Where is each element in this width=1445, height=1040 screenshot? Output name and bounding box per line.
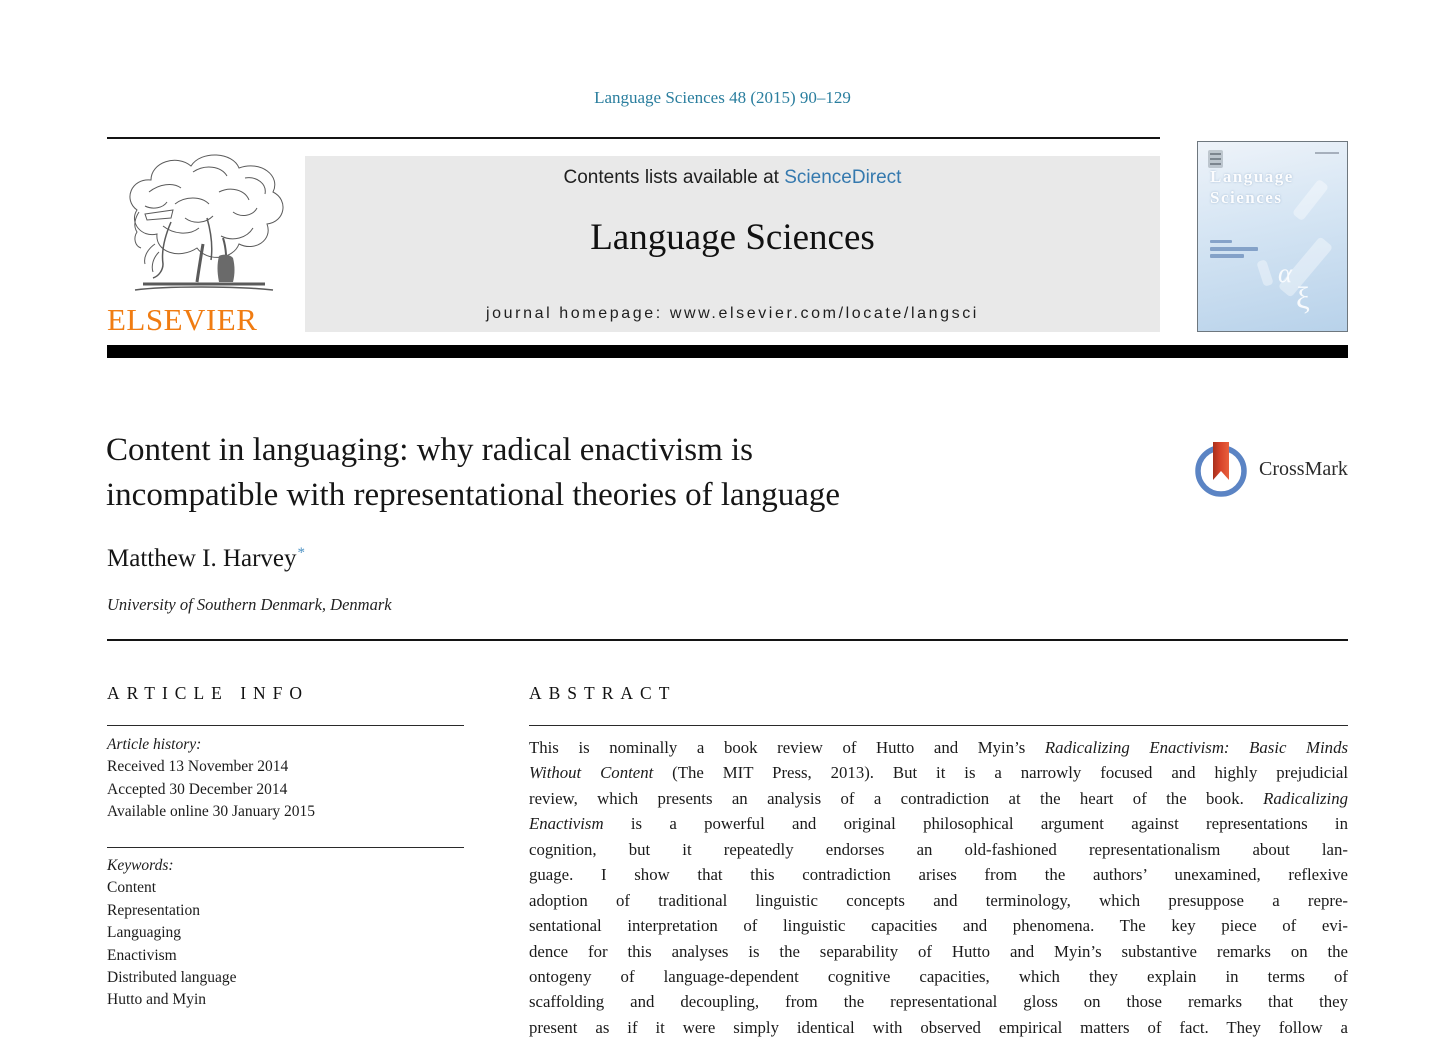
article-history-list	[107, 756, 467, 823]
cover-title: Language Sciences	[1210, 167, 1294, 207]
journal-citation: Language Sciences 48 (2015) 90–129	[594, 88, 851, 107]
cover-issn-text	[1315, 152, 1339, 154]
keyword-item: Languaging	[107, 924, 182, 942]
sciencedirect-link[interactable]: ScienceDirect	[784, 167, 902, 188]
article-info-heading: ARTICLE INFO	[107, 683, 310, 703]
article-title-line2: incompatible with representational theories of language	[106, 477, 840, 513]
article-history-line: Accepted 30 December 2014	[107, 780, 288, 798]
elsevier-tree-icon	[115, 148, 295, 300]
abstract-line: review, which presents an analysis of a contradiction at the heart of the book. Radicalizing	[529, 788, 1348, 808]
author-affiliation: University of Southern Denmark, Denmark	[107, 595, 392, 614]
keywords-section	[107, 855, 467, 1012]
section-divider	[107, 639, 1348, 641]
abstract-text	[529, 735, 1348, 1040]
header-top-rule	[107, 137, 1160, 139]
article-info-rule	[107, 725, 464, 726]
keyword-item: Enactivism	[107, 946, 177, 964]
keyword-item: Content	[107, 879, 157, 897]
abstract-line: This is nominally a book review of Hutto and Myin’s Radicalizing Enactivism: Basic Minds	[529, 738, 1348, 757]
article-history-line: Received 13 November 2014	[107, 758, 289, 776]
cover-graphic-shape	[1292, 179, 1329, 222]
crossmark-badge[interactable]	[1192, 440, 1348, 498]
crossmark-label: CrossMark	[1259, 457, 1348, 480]
keyword-list	[107, 877, 467, 1011]
article-history-label: Article history:	[107, 736, 202, 753]
abstract-line: Without Content (The MIT Press, 2013). But it is a narrowly focused and highly prejudicial	[529, 763, 1348, 783]
article-history	[107, 734, 467, 824]
xi-glyph: ξ	[1296, 280, 1310, 315]
abstract-line: present as if it were simply identical with observed empirical matters of fact. They follow a	[529, 1017, 1348, 1037]
abstract-heading: ABSTRACT	[529, 683, 677, 703]
journal-title: Language Sciences	[590, 217, 875, 258]
divider-bar	[107, 345, 1348, 358]
journal-homepage-link[interactable]: journal homepage: www.elsevier.com/locate/langsci	[486, 305, 979, 322]
abstract-line: sentational interpretation of linguistic capacities and phenomena. The key piece of evi-	[529, 916, 1348, 936]
abstract-line: scaffolding and decoupling, from the representational gloss on those remarks that they	[529, 992, 1348, 1012]
crossmark-icon	[1192, 440, 1250, 498]
keyword-item: Representation	[107, 901, 200, 919]
alpha-glyph: α	[1278, 258, 1293, 288]
elsevier-logo	[107, 146, 303, 338]
abstract-line: adoption of traditional linguistic concepts and terminology, which presuppose a repre-	[529, 890, 1348, 910]
cover-editor-text	[1210, 240, 1258, 258]
abstract-line: Enactivism is a powerful and original philosophical argument against representations in	[529, 814, 1348, 834]
keywords-label: Keywords:	[107, 857, 174, 874]
elsevier-wordmark: ELSEVIER	[107, 302, 258, 337]
abstract-rule	[529, 725, 1348, 726]
article-title	[106, 428, 1106, 518]
abstract-line: ontogeny of language-dependent cognitive capacities, which they explain in terms of	[529, 966, 1348, 986]
article-title-line1: Content in languaging: why radical enactivism is	[106, 432, 754, 468]
abstract-line: guage. I show that this contradiction arises from the authors’ unexamined, reflexive	[529, 865, 1348, 885]
journal-cover-thumbnail	[1197, 141, 1348, 332]
cover-graphic-shape	[1256, 259, 1274, 287]
abstract-line: dence for this analyses is the separability of Hutto and Myin’s substantive remarks on the	[529, 941, 1348, 961]
article-history-line: Available online 30 January 2015	[107, 803, 316, 821]
abstract-line: cognition, but it repeatedly endorses an old-fashioned representationalism about lan-	[529, 839, 1348, 859]
contents-prefix: Contents lists available at	[563, 167, 785, 188]
author-name: Matthew I. Harvey*	[107, 545, 306, 572]
journal-banner	[305, 156, 1160, 332]
keyword-item: Distributed language	[107, 969, 237, 987]
contents-line	[305, 167, 1160, 189]
author-footnote-asterisk[interactable]: *	[297, 545, 306, 561]
keywords-rule	[107, 847, 464, 848]
keyword-item: Hutto and Myin	[107, 991, 207, 1009]
